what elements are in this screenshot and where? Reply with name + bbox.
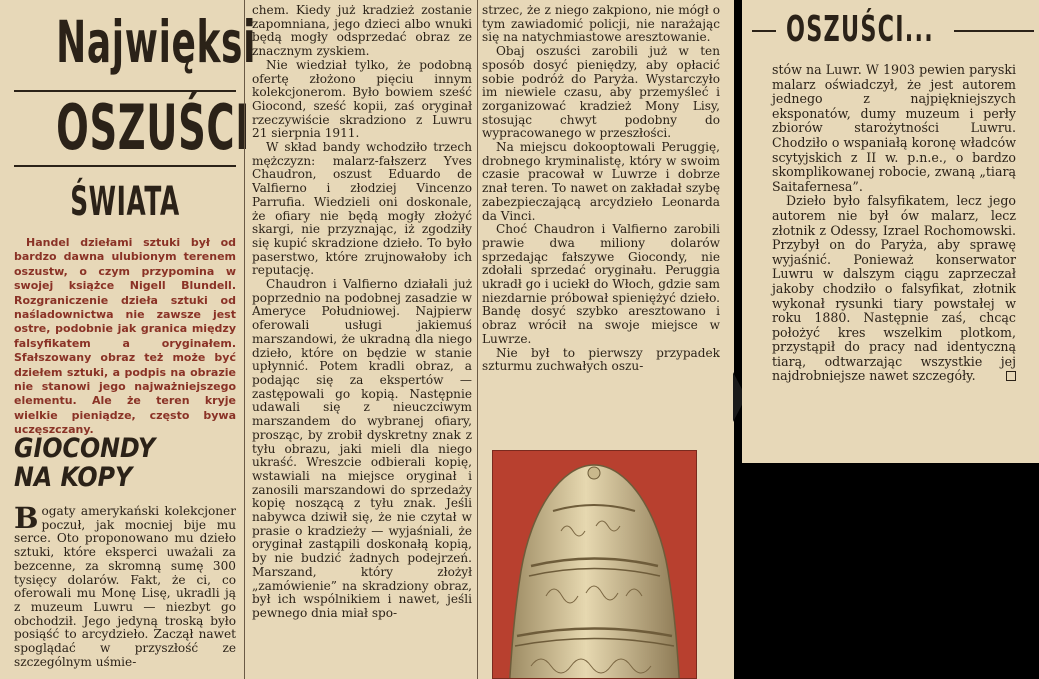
continuation-heading: OSZUŚCI... xyxy=(786,9,934,50)
drop-cap: B xyxy=(14,505,39,535)
lead-paragraph xyxy=(14,236,236,438)
article-title-3 xyxy=(14,180,236,224)
subheading-line-1: GIOCONDY xyxy=(14,433,156,464)
column-3-paragraph-2: Obaj oszuści zarobili już w ten sposób dosyć pieniędzy, aby opłacić sobie podróż do Paryża. Wystarczyło im niewiele czasu, aby przemyśleć i zorganizować kradzież Mony Lisy, stosując chwyt podobny do wypracowanego w przeszłości. xyxy=(482,44,720,141)
column-2-paragraph-1: chem. Kiedy już kradzież zostanie zapomniana, jego dzieci albo wnuki będą mogły odsprzedać obraz ze znacznym zyskiem. xyxy=(252,4,472,59)
continuation-paragraph-2-text: Dzieło było falsyfikatem, lecz jego autorem nie był ów malarz, lecz złotnik z Odessy, Izrael Rochomowski. Przybył on do Paryża, aby sprawę wyjaśnić. Ponieważ konserwator Luwru w dalszym ciągu zaprzeczał jakoby chodziło o falsyfikat, złotnik wykonał rysunki tiary powstałej w roku 1880. Następnie zaś, chcąc położyć kres wszelkim plotkom, przystąpił do pracy nad identyczną tiarą, odtwarzając wszystkie jej najdrobniejsze nawet szczegóły. xyxy=(772,193,1016,384)
subheading xyxy=(14,434,236,492)
column-3-paragraph-4: Choć Chaudron i Valfierno zarobili prawie dwa miliony dolarów sprzedając fałszywe Giocondy, nie zdołali sprzedać oryginału. Peruggia ukradł go i uciekł do Włoch, gdzie sam niezdarnie próbował spieniężyć dzieło. Bandę dosyć szybko aresztowano i obraz wrócił na swoje miejsce w Luwrze. xyxy=(482,222,720,346)
continuation-column xyxy=(742,0,1039,463)
column-3-paragraph-5: Nie był to pierwszy przypadek szturmu zuchwałych oszu- xyxy=(482,345,720,374)
header-rule-right xyxy=(954,30,1034,32)
subheading-line-2: NA KOPY xyxy=(14,462,133,493)
continuation-paragraph-1: stów na Luwr. W 1903 pewien paryski malarz oświadczył, że jest autorem jednego z najpiękniejszych eksponatów, dumy muzeum i perły zbiorów starożytności Luwru. Chodziło o wspaniałą koronę władców scytyjskich z II w. p.n.e., o bardzo skomplikowanej robocie, zwaną „tiarą Saitafernesa”. xyxy=(772,62,1016,194)
continuation-paragraph-2 xyxy=(772,194,1016,384)
title-line-3: ŚWIATA xyxy=(70,179,180,225)
title-line-2: OSZUŚCI xyxy=(56,91,251,164)
tiara-illustration xyxy=(501,461,688,679)
end-of-article-mark xyxy=(1006,371,1016,381)
column-rule-1 xyxy=(244,0,245,679)
title-divider-2 xyxy=(14,165,236,167)
column-2-paragraph-4: Chaudron i Valfierno działali już poprzednio na podobnej zasadzie w Ameryce Południowej. Najpierw oferowali usługi jakiemuś marszandowi, że ukradną dla niego dzieło, które on będzie w stanie upłynnić. Potem kradli obraz, a podając się za ekspertów — zastępowali go kopią. Następnie udawali się z nieuczciwym marszandem do wybranej ofiary, prosząc, by zrobił dyskretny znak z tyłu obrazu, jaki mieli dla niego ukraść. Wreszcie odbierali kopię, wstawiali na miejsce oryginał i zanosili marszandowi do sprzedaży kopię noszącą z tyłu znak. Jeśli nabywca dziwił się, że nie czytał w prasie o kradzieży — wyjaśniali, że oryginał zastąpili doskonałą kopią, by nie budzić żadnych podejrzeń. Marszand, który złożył „zamówienie” na skradziony obraz, był ich wspólnikiem i nawet, jeśli pewnego dnia miał spo- xyxy=(252,277,472,620)
title-line-1: Najwięksi xyxy=(56,8,257,76)
column-2-paragraph-3: W skład bandy wchodziło trzech mężczyzn: malarz-fałszerz Yves Chaudron, oszust Eduardo de Valfierno i złodziej Vincenzo Parrufia. Wiedzieli oni doskonale, że ofiary nie będą mogły złożyć skargi, nie przyznając, iż zgodziły się kupić skradzione dzieło. To było paserstwo, które zrujnowałoby ich reputację. xyxy=(252,140,472,278)
column-2 xyxy=(252,4,472,621)
column-rule-2 xyxy=(477,0,478,679)
article-title-2 xyxy=(14,91,251,164)
column-1-text: ogaty amerykański kolekcjoner poczuł, jak mocniej bije mu serce. Oto proponowano mu dzieło sztuki, które eksperci uważali za bezcenne, za skromną sumę 300 tysięcy dolarów. Fakt, że ci, co oferowali mu Monę Lisę, ukradli ją z muzeum Luwru — niezbyt go obchodził. Jego jedyną troską było posiąść to arcydzieło. Zaczął nawet spoglądać w przyszłość ze szczególnym uśmie- xyxy=(14,505,236,669)
continuation-body xyxy=(772,63,1016,384)
column-1-paragraph xyxy=(14,505,236,669)
column-3-paragraph-3: Na miejscu dokooptowali Peruggię, drobnego kryminalistę, który w swoim czasie pracował w Luwrze i dobrze znał teren. To nawet on zakładał szybę zabezpieczającą arcydzieło Leonarda da Vinci. xyxy=(482,140,720,223)
continuation-header xyxy=(742,10,1039,50)
column-1-body xyxy=(14,505,236,669)
tiara-photo xyxy=(492,450,697,679)
column-3-paragraph-1: strzec, że z niego zakpiono, nie mógł o tym zawiadomić policji, nie narażając się na natychmiastowe aresztowanie. xyxy=(482,4,720,45)
column-3 xyxy=(482,4,720,374)
lead-text: Handel dziełami sztuki był od bardzo dawna ulubionym terenem oszustw, o czym przypomina w swojej książce Nigell Blundell. Rozgraniczenie dzieła sztuki od naśladownictwa nie zawsze jest ostre, podobnie jak granica między falsyfikatem a oryginałem. Sfałszowany obraz też może być dziełem sztuki, a podpis na obrazie nie stanowi jego najważniejszego elementu. Ale że teren kryje wielkie pieniądze, często bywa uczęszczany. xyxy=(14,236,236,437)
column-2-paragraph-2: Nie wiedział tylko, że podobną ofertę złożono pięciu innym kolekcjonerom. Było bowiem sześć Giocond, sześć kopii, zaś oryginał rzeczywiście skradziono z Luwru 21 sierpnia 1911. xyxy=(252,57,472,141)
article-title xyxy=(14,8,257,76)
header-rule-left xyxy=(752,30,776,32)
